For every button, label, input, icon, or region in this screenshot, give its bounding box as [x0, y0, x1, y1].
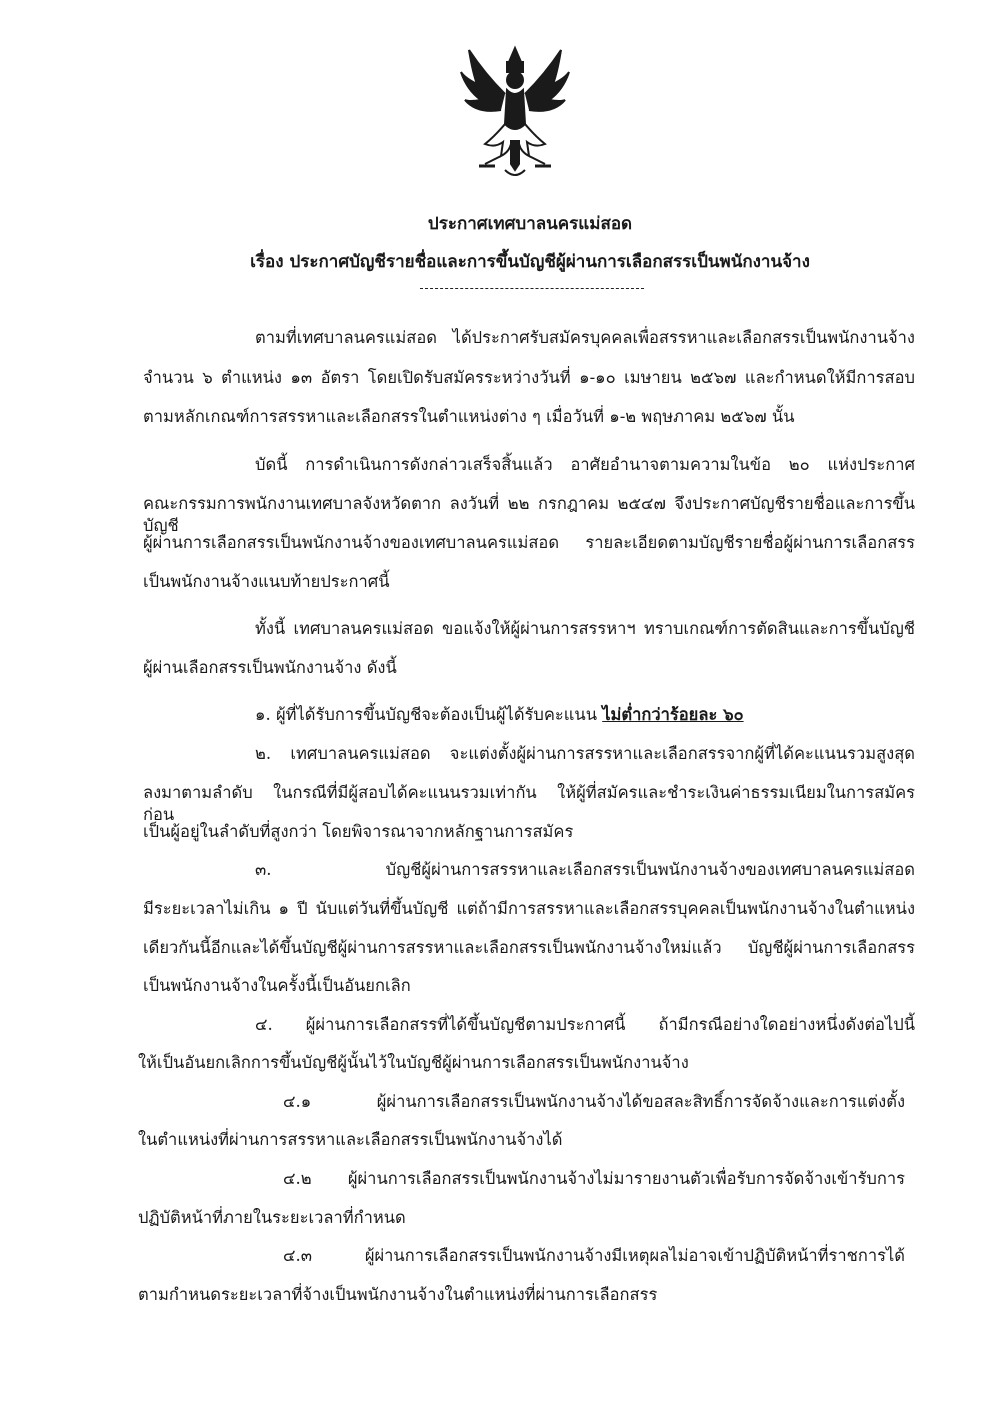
paragraph-line: ให้เป็นอันยกเลิกการขึ้นบัญชีผู้นั้นไว้ในบัญชีผู้ผ่านการเลือกสรรเป็นพนักงานจ้าง [138, 1053, 689, 1072]
criteria-item-1-text: ๑. ผู้ที่ได้รับการขึ้นบัญชีจะต้องเป็นผู้ได้รับคะแนน [255, 705, 603, 724]
paragraph-line: ในตำแหน่งที่ผ่านการสรรหาและเลือกสรรเป็นพนักงานจ้างได้ [138, 1130, 563, 1149]
criteria-item-2: ๒. เทศบาลนครแม่สอด จะแต่งตั้งผู้ผ่านการสรรหาและเลือกสรรจากผู้ที่ได้คะแนนรวมสูงสุด [255, 744, 915, 763]
paragraph-line: ผู้ผ่านการเลือกสรรเป็นพนักงานจ้างของเทศบาลนครแม่สอด รายละเอียดตามบัญชีรายชื่อผู้ผ่านการเลือกสรร [143, 533, 915, 552]
paragraph-line: ตามที่เทศบาลนครแม่สอด ได้ประกาศรับสมัครบุคคลเพื่อสรรหาและเลือกสรรเป็นพนักงานจ้าง [255, 328, 915, 347]
criteria-item-4-3: ๔.๓ ผู้ผ่านการเลือกสรรเป็นพนักงานจ้างมีเหตุผลไม่อาจเข้าปฏิบัติหน้าที่ราชการได้ [283, 1246, 905, 1265]
paragraph-line: ตามหลักเกณฑ์การสรรหาและเลือกสรรในตำแหน่งต่าง ๆ เมื่อวันที่ ๑-๒ พฤษภาคม ๒๕๖๗ นั้น [143, 407, 795, 426]
criteria-item-3: ๓. บัญชีผู้ผ่านการสรรหาและเลือกสรรเป็นพนักงานจ้างของเทศบาลนครแม่สอด [255, 860, 915, 879]
criteria-item-4: ๔. ผู้ผ่านการเลือกสรรที่ได้ขึ้นบัญชีตามประกาศนี้ ถ้ามีกรณีอย่างใดอย่างหนึ่งดังต่อไปนี้ [255, 1015, 915, 1034]
paragraph-line: ลงมาตามลำดับ ในกรณีที่มีผู้สอบได้คะแนนรวมเท่ากัน ให้ผู้ที่สมัครและชำระเงินค่าธรรมเนียมในการสมัครก่อน [143, 783, 915, 824]
paragraph-line: เป็นพนักงานจ้างแนบท้ายประกาศนี้ [143, 572, 390, 591]
paragraph-line: มีระยะเวลาไม่เกิน ๑ ปี นับแต่วันที่ขึ้นบัญชี แต่ถ้ามีการสรรหาและเลือกสรรบุคคลเป็นพนักงานจ้างในตำแหน่ง [143, 899, 915, 918]
paragraph-line: เป็นผู้อยู่ในลำดับที่สูงกว่า โดยพิจารณาจากหลักฐานการสมัคร [143, 822, 574, 841]
paragraph-line: บัดนี้ การดำเนินการดังกล่าวเสร็จสิ้นแล้ว อาศัยอำนาจตามความในข้อ ๒๐ แห่งประกาศ [255, 455, 915, 474]
title-separator [420, 288, 644, 289]
minimum-score-emphasis: ไม่ต่ำกว่าร้อยละ ๖๐ [602, 705, 744, 724]
paragraph-line: เดียวกันนี้อีกและได้ขึ้นบัญชีผู้ผ่านการสรรหาและเลือกสรรเป็นพนักงานจ้างใหม่แล้ว บัญชีผู้ผ่านการเลือกสรร [143, 938, 915, 957]
paragraph-line: ผู้ผ่านเลือกสรรเป็นพนักงานจ้าง ดังนี้ [143, 658, 397, 677]
paragraph-line: คณะกรรมการพนักงานเทศบาลจังหวัดตาก ลงวันที่ ๒๒ กรกฎาคม ๒๕๔๗ จึงประกาศบัญชีรายชื่อและการขึ้นบัญชี [143, 494, 915, 535]
paragraph-line: จำนวน ๖ ตำแหน่ง ๑๓ อัตรา โดยเปิดรับสมัครระหว่างวันที่ ๑-๑๐ เมษายน ๒๕๖๗ และกำหนดให้มีการสอบ [143, 368, 915, 387]
criteria-item-1 [255, 704, 744, 726]
announcement-subject: เรื่อง ประกาศบัญชีรายชื่อและการขึ้นบัญชีผู้ผ่านการเลือกสรรเป็นพนักงานจ้าง [250, 252, 810, 272]
criteria-item-4-2: ๔.๒ ผู้ผ่านการเลือกสรรเป็นพนักงานจ้างไม่มารายงานตัวเพื่อรับการจัดจ้างเข้ารับการ [283, 1169, 905, 1188]
paragraph-line: ทั้งนี้ เทศบาลนครแม่สอด ขอแจ้งให้ผู้ผ่านการสรรหาฯ ทราบเกณฑ์การตัดสินและการขึ้นบัญชี [255, 619, 915, 638]
garuda-emblem-icon [455, 44, 575, 184]
criteria-item-4-1: ๔.๑ ผู้ผ่านการเลือกสรรเป็นพนักงานจ้างได้ขอสละสิทธิ์การจัดจ้างและการแต่งตั้ง [283, 1092, 905, 1111]
paragraph-line: ปฏิบัติหน้าที่ภายในระยะเวลาที่กำหนด [138, 1208, 406, 1227]
paragraph-line: ตามกำหนดระยะเวลาที่จ้างเป็นพนักงานจ้างในตำแหน่งที่ผ่านการเลือกสรร [138, 1285, 658, 1304]
announcement-title: ประกาศเทศบาลนครแม่สอด [427, 214, 633, 234]
paragraph-line: เป็นพนักงานจ้างในครั้งนี้เป็นอันยกเลิก [143, 976, 411, 995]
